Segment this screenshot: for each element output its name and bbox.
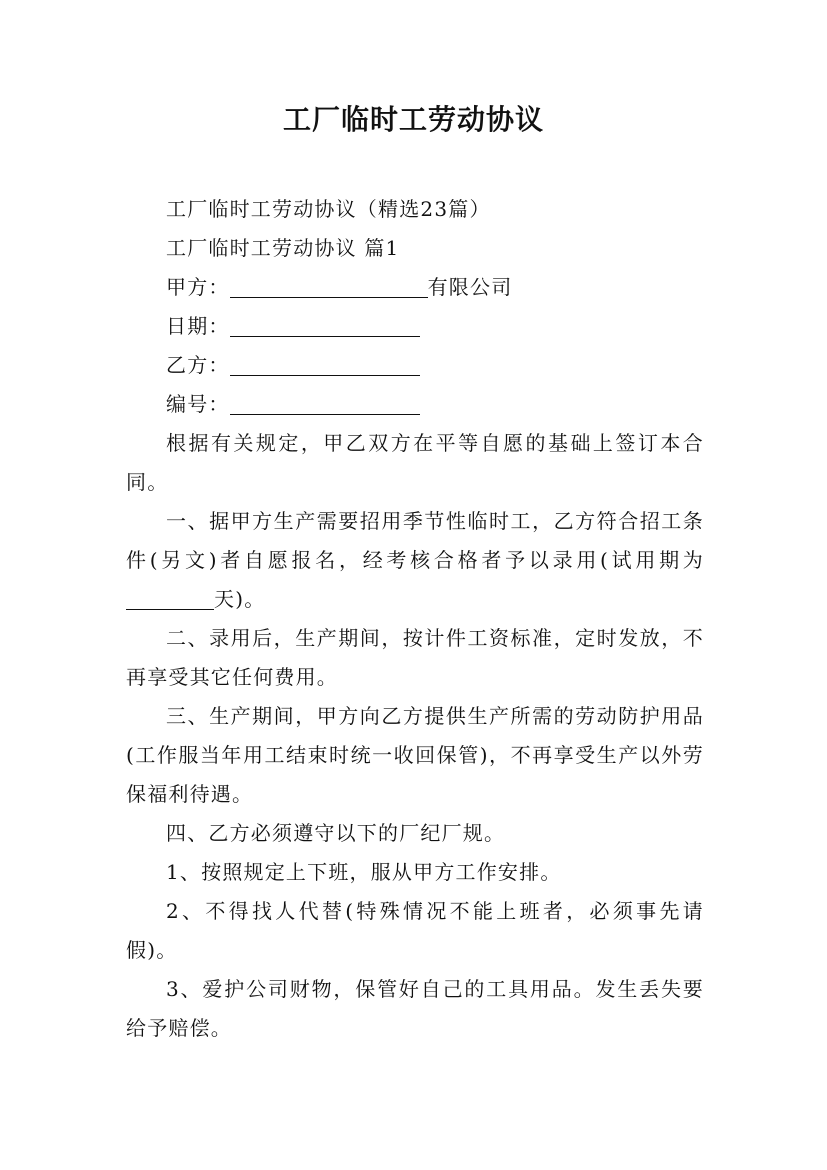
party-a-blank [230,275,428,298]
clause-1 [126,502,704,619]
section-heading: 工厂临时工劳动协议 篇1 [166,236,400,260]
party-a-label: 甲方： [166,275,230,299]
date-blank [230,314,420,337]
party-b-line [126,346,704,385]
date-label: 日期： [166,314,230,338]
party-a-suffix: 有限公司 [427,275,513,299]
intro-paragraph: 根据有关规定，甲乙双方在平等自愿的基础上签订本合同。 [126,431,704,494]
number-label: 编号： [166,392,230,416]
number-line [126,385,704,424]
rule-3: 3、爱护公司财物，保管好自己的工具用品。发生丢失要给予赔偿。 [126,977,704,1040]
rule-1: 1、按照规定上下班，服从甲方工作安排。 [166,860,562,884]
clause-4: 四、乙方必须遵守以下的厂纪厂规。 [166,821,506,845]
clause-2: 二、录用后，生产期间，按计件工资标准，定时发放，不再享受其它任何费用。 [126,626,704,689]
document-subtitle: 工厂临时工劳动协议（精选23篇） [166,197,491,221]
clause-3: 三、生产期间，甲方向乙方提供生产所需的劳动防护用品(工作服当年用工结束时统一收回保管)，不再享受生产以外劳保福利待遇。 [126,704,704,806]
probation-days-blank [126,587,214,610]
party-b-label: 乙方： [166,353,230,377]
clause-1-text: 一、据甲方生产需要招用季节性临时工，乙方符合招工条件(另文)者自愿报名，经考核合格者予以录用(试用期为 [126,509,704,572]
clause-1-suffix: 天)。 [214,587,266,611]
document-body [126,190,704,1048]
party-b-blank [230,353,420,376]
document-title: 工厂临时工劳动协议 [282,103,544,136]
date-line [126,307,704,346]
party-a-line [126,268,704,307]
rule-2: 2、不得找人代替(特殊情况不能上班者，必须事先请假)。 [126,899,704,962]
number-blank [230,392,420,415]
